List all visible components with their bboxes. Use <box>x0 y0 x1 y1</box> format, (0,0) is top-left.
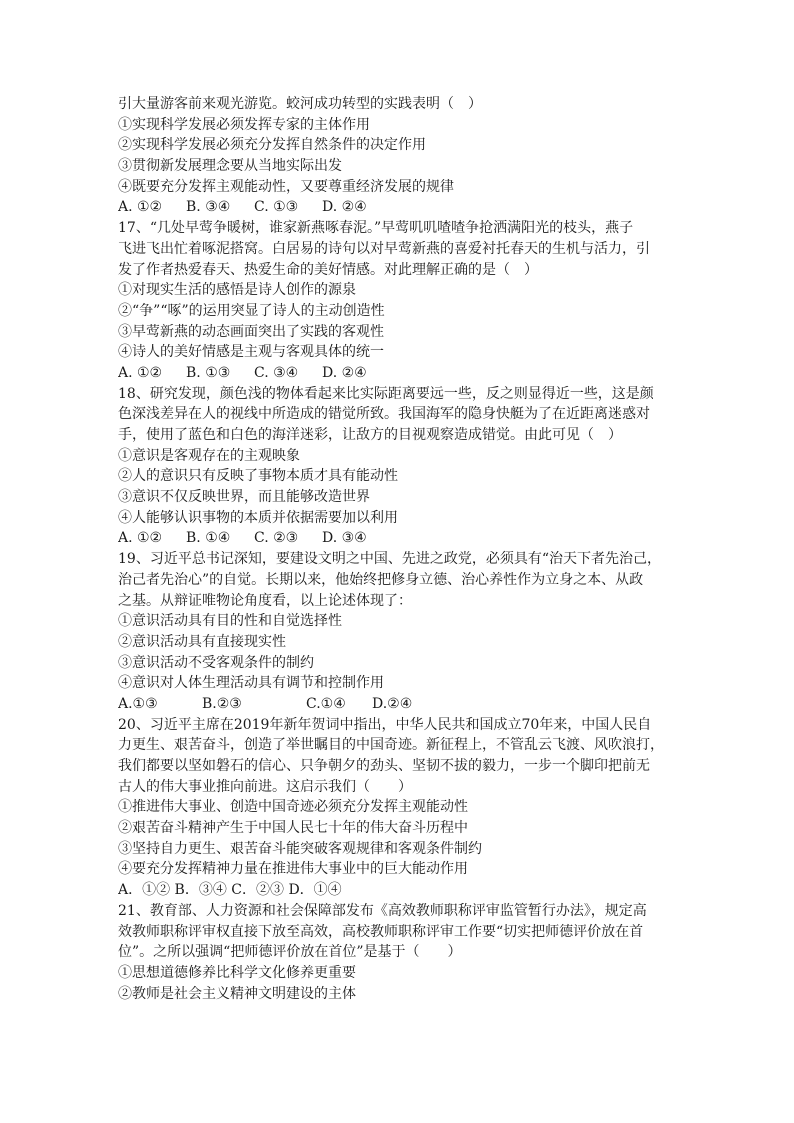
question-18 <box>118 384 678 550</box>
question-stem-line: 效教师职称评审权直接下放至高效，高校教师职称评审工作要“切实把师德评价放在首 <box>118 923 644 940</box>
option-3: ③早莺新燕的动态画面突出了实践的客观性 <box>118 323 384 340</box>
answer-a: A.①③ <box>118 695 158 712</box>
option-1: ①意识是客观存在的主观映象 <box>118 447 300 464</box>
answer-b: B. ①③ <box>186 364 231 381</box>
option-2: ②“争”“啄”的运用突显了诗人的主动创造性 <box>118 302 385 319</box>
option-1: ①推进伟大事业、创造中国奇迹必须充分发挥主观能动性 <box>118 799 468 816</box>
answer-b: B. ①④ <box>186 530 231 547</box>
answer-d: D. ③④ <box>322 530 367 547</box>
option-2: ②艰苦奋斗精神产生于中国人民七十年的伟大奋斗历程中 <box>118 820 468 837</box>
option-1: ①实现科学发展必须发挥专家的主体作用 <box>118 116 370 133</box>
question-stem-line: 21、教育部、人力资源和社会保障部发布《高效教师职称评审监管暂行办法》，规定高 <box>118 902 647 919</box>
question-21 <box>118 901 678 1004</box>
answer-choices <box>118 363 678 384</box>
answer-b: B.②③ <box>202 695 242 712</box>
question-stem-line: 我们都要以坚如磐石的信心、只争朝夕的劲头、坚韧不拔的毅力，一步一个脚印把前无 <box>118 758 650 774</box>
answer-choices <box>118 694 678 715</box>
option-1: ①对现实生活的感悟是诗人创作的源泉 <box>118 282 356 299</box>
question-stem-line: 位”。之所以强调“把师德评价放在首位”是基于（ ） <box>118 944 462 961</box>
option-4: ④要充分发挥精神力量在推进伟大事业中的巨大能动作用 <box>118 861 468 878</box>
answer-a: A. ①② <box>118 199 163 216</box>
question-stem-line: 之基。从辩证唯物论角度看，以上论述体现了： <box>118 592 412 609</box>
answer-a: A. ①② <box>118 530 163 547</box>
option-2: ②人的意识只有反映了事物本质才具有能动性 <box>118 468 398 485</box>
answer-d: D.②④ <box>372 695 413 712</box>
question-stem-line: 18、研究发现，颜色浅的物体看起来比实际距离要远一些，反之则显得近一些，这是颜 <box>118 385 654 402</box>
option-2: ②教师是社会主义精神文明建设的主体 <box>118 985 356 1002</box>
answer-choices <box>118 528 678 549</box>
question-stem-line: 古人的伟大事业推向前进。这启示我们（ ） <box>118 778 412 795</box>
option-4: ④人能够认识事物的本质并依据需要加以利用 <box>118 509 398 526</box>
question-stem-line: 飞进飞出忙着啄泥搭窝。白居易的诗句以对早莺新燕的喜爱衬托春天的生机与活力，引 <box>118 240 650 257</box>
question-stem-line: 19、习近平总书记深知，要建设文明之中国、先进之政党，必须具有“治天下者先治己， <box>118 551 661 568</box>
answer-d: D. ②④ <box>322 199 367 216</box>
answer-c: C. ②③ <box>254 530 299 547</box>
option-1: ①意识活动具有目的性和自觉选择性 <box>118 613 342 630</box>
question-19 <box>118 549 678 715</box>
option-4: ④既要充分发挥主观能动性，又要尊重经济发展的规律 <box>118 178 454 195</box>
question-stem-line: 治己者先治心”的自觉。长期以来，他始终把修身立德、治心养性作为立身之本、从政 <box>118 571 644 588</box>
option-4: ④诗人的美好情感是主观与客观具体的统一 <box>118 344 384 361</box>
question-stem-line: 发了作者热爱春天、热爱生命的美好情感。对此理解正确的是（ ） <box>118 261 538 278</box>
answer-c: C. ③④ <box>254 364 299 381</box>
answer-b: B. ③④ <box>186 199 231 216</box>
question-stem-line: 色深浅差异在人的视线中所造成的错觉所致。我国海军的隐身快艇为了在近距离迷惑对 <box>118 406 650 423</box>
option-1: ①思想道德修养比科学文化修养更重要 <box>118 964 356 981</box>
answer-c: C.①④ <box>306 695 346 712</box>
option-4: ④意识对人体生理活动具有调节和控制作用 <box>118 675 384 692</box>
answer-choices <box>118 197 678 218</box>
answer-choices: A．①② B．③④ C．②③ D．①④ <box>118 882 342 899</box>
question-16 <box>118 94 678 218</box>
option-2: ②意识活动具有直接现实性 <box>118 633 286 650</box>
answer-a: A. ①② <box>118 364 163 381</box>
answer-d: D. ②④ <box>322 364 367 381</box>
question-stem-line: 17、“几处早莺争暖树，谁家新燕啄春泥。”早莺叽叽喳喳争抢洒满阳光的枝头，燕子 <box>118 220 634 237</box>
question-stem-line: 手，使用了蓝色和白色的海洋迷彩，让敌方的目视观察造成错觉。由此可见（ ） <box>118 427 622 443</box>
exam-page <box>118 94 678 1004</box>
option-3: ③坚持自力更生、艰苦奋斗能突破客观规律和客观条件制约 <box>118 840 482 857</box>
question-stem-line: 力更生、艰苦奋斗，创造了举世瞩目的中国奇迹。新征程上，不管乱云飞渡、风吹浪打， <box>118 737 664 754</box>
option-3: ③意识活动不受客观条件的制约 <box>118 654 314 671</box>
option-3: ③贯彻新发展理念要从当地实际出发 <box>118 158 342 175</box>
question-stem-line: 引大量游客前来观光游览。蛟河成功转型的实践表明（ ） <box>118 96 482 112</box>
question-20 <box>118 715 678 901</box>
option-3: ③意识不仅反映世界，而且能够改造世界 <box>118 489 370 506</box>
question-17 <box>118 218 678 384</box>
question-stem-line: 20、习近平主席在2019年新年贺词中指出，中华人民共和国成立70年来，中国人民自 <box>118 716 652 733</box>
answer-c: C. ①③ <box>254 199 299 216</box>
option-2: ②实现科学发展必须充分发挥自然条件的决定作用 <box>118 137 426 154</box>
